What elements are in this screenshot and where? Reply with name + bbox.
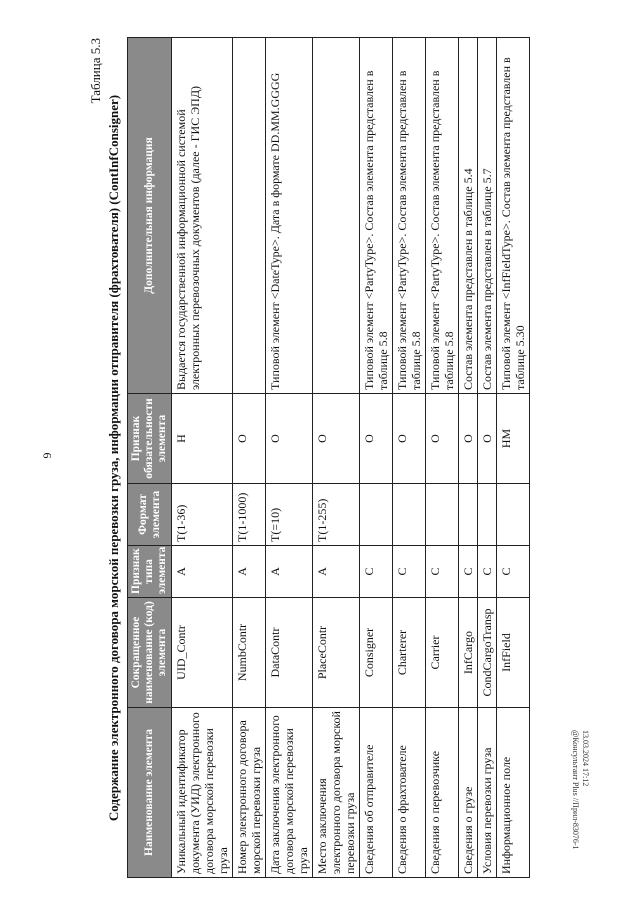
cell-type: С (393, 546, 426, 598)
header-name: Наименование элемента (128, 708, 172, 878)
cell-name: Номер электронного договора морской перевозки груза (233, 708, 266, 878)
cell-type: С (459, 546, 478, 598)
cell-type: С (426, 546, 459, 598)
cell-format (360, 484, 393, 546)
table-row (478, 38, 497, 878)
cell-req: О (478, 394, 497, 484)
cell-format (497, 484, 530, 546)
cell-name: Сведения о грузе (459, 708, 478, 878)
table-row (497, 38, 530, 878)
table-row (426, 38, 459, 878)
footer-stamp-source: @Консультант Plus //Прил-83076-1 (571, 730, 580, 850)
table-row (266, 38, 313, 878)
cell-req: НМ (497, 394, 530, 484)
cell-req: Н (172, 394, 233, 484)
cell-code: InfCargo (459, 598, 478, 708)
footer-stamp (570, 730, 590, 870)
cell-type: С (360, 546, 393, 598)
header-format: Формат элемента (128, 484, 172, 546)
table-row (172, 38, 233, 878)
rotated-document (88, 38, 530, 878)
table-row (459, 38, 478, 878)
cell-format (426, 484, 459, 546)
table-header-row (128, 38, 172, 878)
cell-format (393, 484, 426, 546)
cell-code: DataContr (266, 598, 313, 708)
cell-info: Типовой элемент <DateType>. Дата в формате DD.MM.GGGG (266, 38, 313, 394)
cell-name: Сведения о перевозчике (426, 708, 459, 878)
table-label: Таблица 5.3 (88, 38, 103, 104)
cell-code: UID_Contr (172, 598, 233, 708)
cell-format: T(1-36) (172, 484, 233, 546)
footer-stamp-date: 13.03.2024 17:12 (581, 730, 590, 787)
cell-code: InfField (497, 598, 530, 708)
cell-info: Выдается государственной информационной системой электронных перевозочных документов (далее - ГИС ЭПД) (172, 38, 233, 394)
cell-name: Сведения о фрахтователе (393, 708, 426, 878)
cell-info: Типовой элемент <PartyType>. Состав элемента представлен в таблице 5.8 (426, 38, 459, 394)
table-row (393, 38, 426, 878)
cell-req: О (233, 394, 266, 484)
table-row (360, 38, 393, 878)
cell-name: Сведения об отправителе (360, 708, 393, 878)
cell-req: О (266, 394, 313, 484)
cell-type: С (497, 546, 530, 598)
cell-req: О (360, 394, 393, 484)
table-row (313, 38, 360, 878)
cell-info: Состав элемента представлен в таблице 5.7 (478, 38, 497, 394)
cell-req: О (313, 394, 360, 484)
cell-name: Место заключения электронного договора морской перевозки груза (313, 708, 360, 878)
cell-req: О (393, 394, 426, 484)
cell-type: А (233, 546, 266, 598)
cell-code: CondCargoTransp (478, 598, 497, 708)
cell-code: NumbContr (233, 598, 266, 708)
header-type: Признак типа элемента (128, 546, 172, 598)
header-required: Признак обязательности элемента (128, 394, 172, 484)
cell-format: T(1-255) (313, 484, 360, 546)
cell-type: С (478, 546, 497, 598)
cell-code: Consigner (360, 598, 393, 708)
cell-info: Типовой элемент <PartyType>. Состав элемента представлен в таблице 5.8 (393, 38, 426, 394)
cell-format: T(=10) (266, 484, 313, 546)
cell-type: А (172, 546, 233, 598)
cell-type: А (313, 546, 360, 598)
cell-code: PlaceContr (313, 598, 360, 708)
table-row (233, 38, 266, 878)
cell-format (478, 484, 497, 546)
cell-code: Carrier (426, 598, 459, 708)
cell-info: Типовой элемент <PartyType>. Состав элемента представлен в таблице 5.8 (360, 38, 393, 394)
header-info: Дополнительная информация (128, 38, 172, 394)
cell-info (233, 38, 266, 394)
cell-info (313, 38, 360, 394)
cell-format: T(1-1000) (233, 484, 266, 546)
cell-code: Charterer (393, 598, 426, 708)
cell-format (459, 484, 478, 546)
cell-type: А (266, 546, 313, 598)
cell-name: Информационное поле (497, 708, 530, 878)
page-number: 6 (40, 452, 55, 459)
cell-info: Типовой элемент <InfFieldType>. Состав элемента представлен в таблице 5.30 (497, 38, 530, 394)
cell-name: Условия перевозки груза (478, 708, 497, 878)
elements-table (127, 37, 530, 878)
header-code: Сокращенное наименование (код) элемента (128, 598, 172, 708)
cell-info: Состав элемента представлен в таблице 5.4 (459, 38, 478, 394)
cell-req: О (459, 394, 478, 484)
cell-name: Уникальный идентификатор документа (УИД) электронного договора морской перевозки груза (172, 708, 233, 878)
cell-name: Дата заключения электронного договора морской перевозки груза (266, 708, 313, 878)
table-title: Содержание электронного договора морской перевозки груза, информации отправителя (фрахтователя) (ContInfConsigner) (106, 94, 121, 822)
cell-req: О (426, 394, 459, 484)
